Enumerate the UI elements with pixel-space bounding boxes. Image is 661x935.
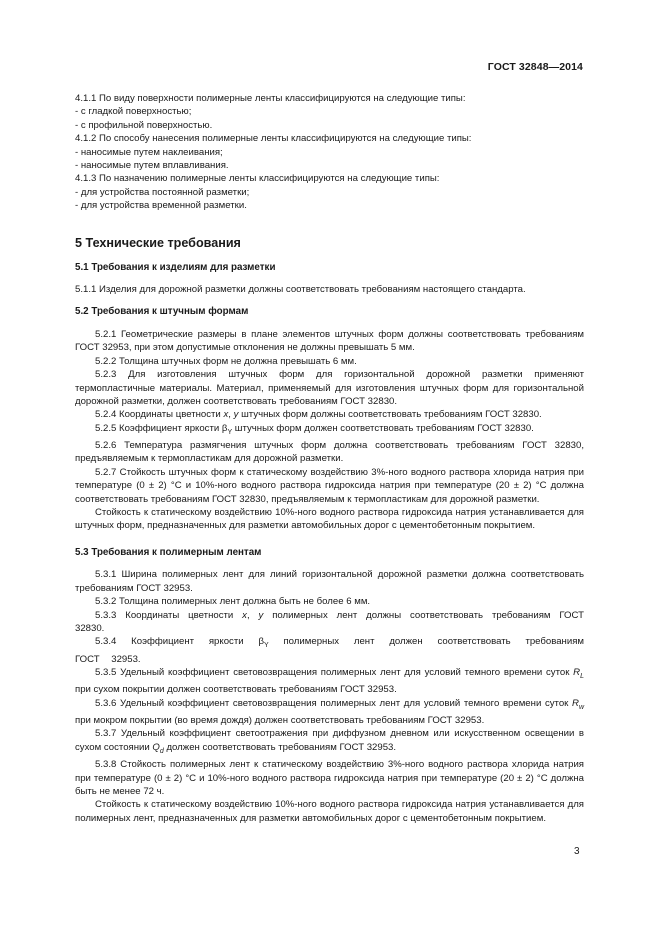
- paragraph-5-3-8: 5.3.8 Стойкость полимерных лент к статическому воздействию 3%-ного водного раствора хлорида натрия при температуре (0 ± 2) °С и 10%-ного водного раствора гидроксида натрия при температуре (20 ± 2) °С должна быть не менее 72 ч.: [75, 759, 584, 797]
- paragraph-4-1-3: 4.1.3 По назначению полимерные ленты классифицируются на следующие типы:: [75, 173, 440, 185]
- paragraph-5-2-3: 5.2.3 Для изготовления штучных форм для горизонтальной дорожной разметки применяют термопластичные материалы. Материал, применяемый для изготовления штучных форм для горизонтальной дорожной разметки, должен соответствовать требованиям ГОСТ 32830.: [75, 369, 584, 407]
- text-fragment: при сухом покрытии должен соответствовать требованиям ГОСТ 32953.: [75, 684, 397, 696]
- text-fragment: при мокром покрытии (во время дождя) должен соответствовать требованиям ГОСТ 32953.: [75, 715, 485, 727]
- paragraph-5-2-4: [75, 408, 584, 421]
- text-fragment: полимерных лент должен соответствовать требованиям ГОСТ 32953.: [75, 636, 585, 665]
- subsection-title-5-1: 5.1 Требования к изделиям для разметки: [75, 261, 276, 273]
- subscript-y: Y: [263, 642, 269, 650]
- text-fragment: 5.3.5 Удельный коэффициент световозвращения полимерных лент для условий темного времени суток: [95, 667, 574, 679]
- page-number: 3: [574, 846, 580, 857]
- symbol-y: y: [258, 609, 264, 621]
- section-title-5: 5 Технические требования: [75, 235, 241, 250]
- list-item: - наносимые путем наклеивания;: [75, 146, 223, 158]
- text-fragment: должен соответствовать требованиям ГОСТ 32953.: [163, 741, 397, 753]
- subscript-d: d: [159, 747, 164, 755]
- paragraph-5-2-6: 5.2.6 Температура размягчения штучных форм должна соответствовать требованиям ГОСТ 32830, предъявляемым к термопластикам для дорожной разметки.: [75, 440, 584, 465]
- symbol-x: x: [242, 609, 247, 621]
- paragraph-5-3-5: [75, 666, 584, 697]
- text-fragment: 5.3.3 Координаты цветности: [95, 609, 243, 621]
- symbol-x: x: [223, 409, 229, 421]
- paragraph-4-1-1: 4.1.1 По виду поверхности полимерные ленты классифицируются на следующие типы:: [75, 93, 466, 104]
- paragraph-5-3-7: [75, 727, 584, 758]
- text-fragment: штучных форм должен соответствовать требованиям ГОСТ 32830.: [232, 422, 534, 434]
- symbol-q: Q: [152, 741, 160, 753]
- paragraph-5-3-3: [75, 609, 584, 636]
- subscript-y: Y: [227, 428, 233, 436]
- paragraph-5-2-5: [75, 422, 584, 439]
- text-fragment: штучных форм должны соответствовать требованиям ГОСТ 32830.: [238, 409, 542, 421]
- text-fragment: 5.2.4 Координаты цветности: [95, 409, 224, 421]
- paragraph-5-3-4: [75, 635, 584, 666]
- paragraph-5-2-7-note: Стойкость к статическому воздействию 10%-ного водного раствора гидроксида натрия устанавливается для штучных форм, предназначенных для разметки автомобильных дорог с цементобетонным покрытием.: [75, 507, 584, 532]
- list-item: - наносимые путем вплавливания.: [75, 160, 229, 172]
- paragraph-5-2-7: 5.2.7 Стойкость штучных форм к статическому воздействию 3%-ного водного раствора хлорида натрия при температуре (0 ± 2) °С и 10%-ного водного раствора гидроксида натрия при температуре (20 ± 2) °С должна соответствовать требованиям ГОСТ 32830, предъявляемым к термопластикам для дорожной разметки.: [75, 466, 584, 505]
- text-fragment: полимерных лент должны соответствовать требованиям ГОСТ 32830.: [75, 609, 584, 634]
- symbol-beta: β: [221, 422, 228, 434]
- subscript-w: w: [578, 703, 584, 711]
- symbol-r: R: [573, 667, 581, 679]
- subsection-title-5-2: 5.2 Требования к штучным формам: [75, 306, 249, 318]
- paragraph-4-1-2: 4.1.2 По способу нанесения полимерные ленты классифицируются на следующие типы:: [75, 133, 472, 145]
- list-item: - с профильной поверхностью.: [75, 119, 213, 131]
- text-fragment: 5.2.5 Коэффициент яркости: [95, 422, 222, 434]
- paragraph-5-3-1: 5.3.1 Ширина полимерных лент для линий горизонтальной дорожной разметки должна соответствовать требованиям ГОСТ 32953.: [75, 569, 584, 594]
- paragraph-5-3-6: [75, 697, 584, 728]
- standard-header: ГОСТ 32848—2014: [487, 61, 583, 73]
- symbol-beta: β: [258, 636, 264, 648]
- paragraph-5-2-1: 5.2.1 Геометрические размеры в плане элементов штучных форм должны соответствовать требованиям ГОСТ 32953, при этом допустимые отклонения не должны превышать 5 мм.: [75, 328, 584, 354]
- document-body: [75, 92, 584, 825]
- paragraph-5-3-8-note: Стойкость к статическому воздействию 10%-ного водного раствора гидроксида натрия устанавливается для полимерных лент, предназначенных для разметки автомобильных дорог с цементобетонным покрытием.: [75, 799, 584, 824]
- subsection-title-5-3: 5.3 Требования к полимерным лентам: [75, 546, 262, 558]
- subscript-l: L: [580, 672, 584, 680]
- paragraph-5-1-1: 5.1.1 Изделия для дорожной разметки должны соответствовать требованиям настоящего стандарта.: [75, 284, 526, 296]
- text-fragment: 5.3.7 Удельный коэффициент светоотражения при диффузном дневном или искусственном освещении в сухом состоянии: [75, 728, 584, 753]
- paragraph-5-2-2: 5.2.2 Толщина штучных форм не должна превышать 6 мм.: [95, 355, 357, 367]
- list-item: - для устройства постоянной разметки;: [75, 186, 250, 198]
- paragraph-5-3-2: 5.3.2 Толщина полимерных лент должна быть не более 6 мм.: [95, 596, 371, 608]
- text-fragment: 5.3.6 Удельный коэффициент световозвращения полимерных лент для условий темного времени суток: [95, 697, 572, 709]
- text-fragment: ,: [228, 409, 234, 421]
- symbol-r: R: [572, 697, 579, 709]
- list-item: - для устройства временной разметки.: [75, 200, 247, 212]
- symbol-y: y: [233, 409, 239, 421]
- text-fragment: 5.3.4 Коэффициент яркости: [95, 636, 259, 648]
- text-fragment: ,: [246, 609, 259, 621]
- list-item: - с гладкой поверхностью;: [75, 106, 192, 118]
